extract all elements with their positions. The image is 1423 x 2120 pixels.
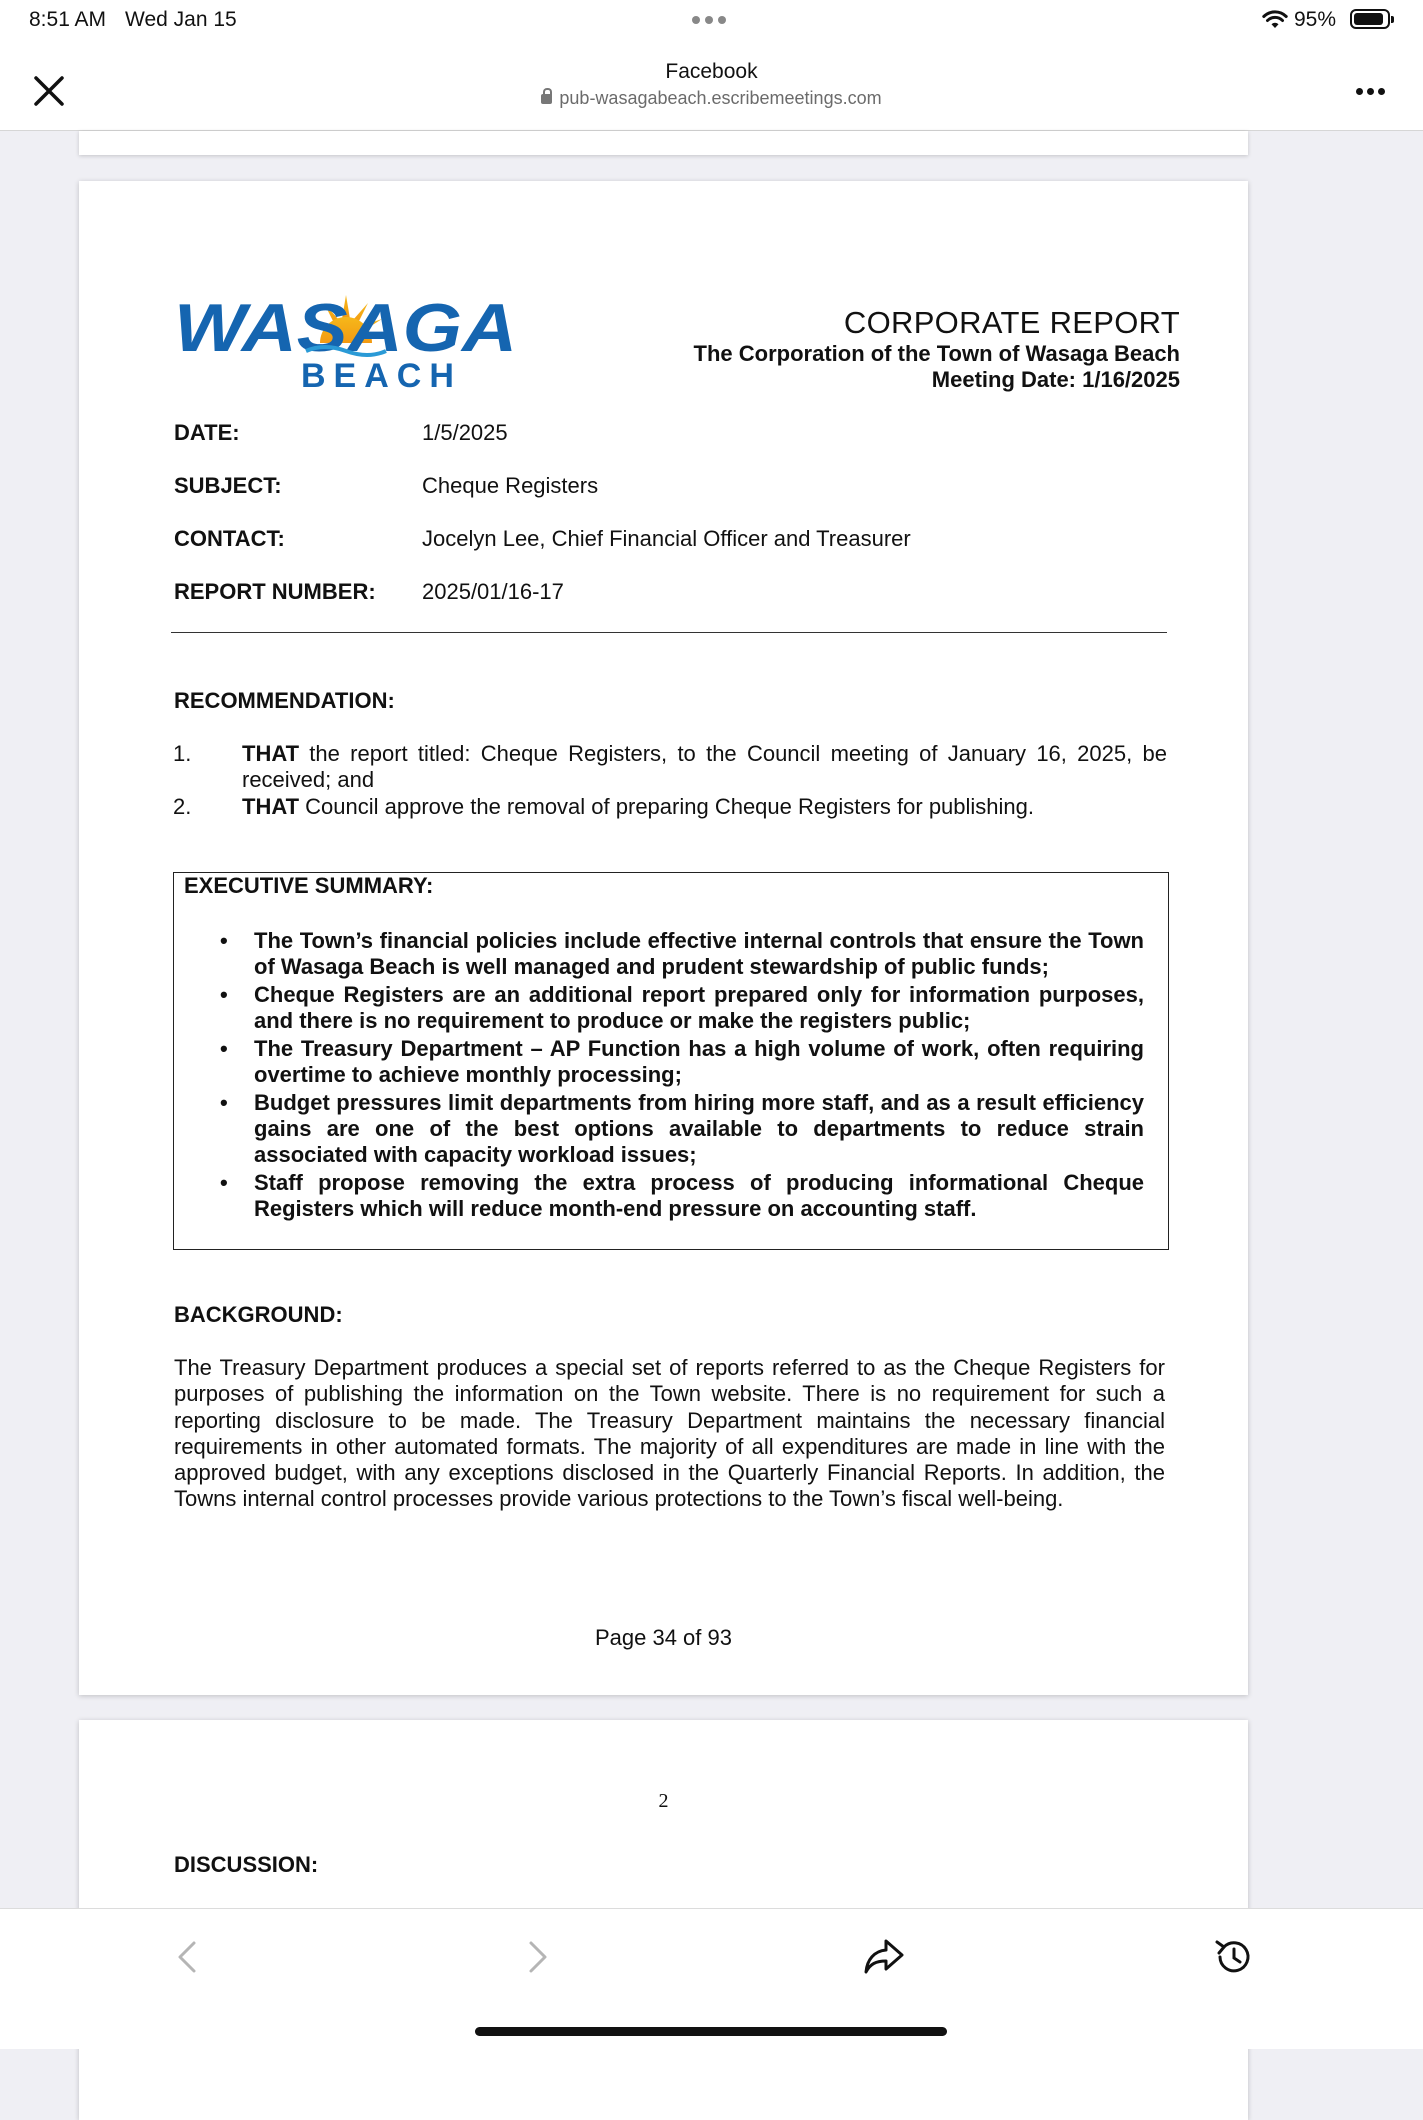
date-value: 1/5/2025 [422,420,508,445]
recommendation-heading: RECOMMENDATION: [174,688,395,713]
discussion-heading: DISCUSSION: [174,1852,319,1877]
previous-page [79,131,1248,155]
battery-icon [1350,9,1390,29]
status-date: Wed Jan 15 [125,8,237,31]
document-page [79,181,1248,1695]
multitasking-dots-icon[interactable] [692,11,732,27]
executive-summary-list [212,928,1144,1224]
report-subtitle: The Corporation of the Town of Wasaga Beach [693,341,1180,366]
forward-arrow-icon[interactable] [515,1935,559,1979]
executive-summary-heading: EXECUTIVE SUMMARY: [184,873,434,898]
recommendation-item: THAT the report titled: Cheque Registers, to the Council meeting of January 16, 2025, be received; and [242,741,1167,792]
bottom-toolbar [0,1908,1423,2049]
page-footer: Page 34 of 93 [594,1625,732,1650]
home-indicator[interactable] [475,2027,947,2036]
divider [171,632,1167,633]
recommendation-number: 1. [173,741,192,766]
report-number-value: 2025/01/16-17 [422,579,564,604]
summary-bullet: • Cheque Registers are an additional report prepared only for information purposes, and there is no requirement to produce or make the registers public; [212,982,1144,1034]
wasaga-beach-logo [174,281,519,391]
logo-text-wasaga: WASAGA [174,290,517,366]
back-arrow-icon[interactable] [166,1935,210,1979]
report-number-label: REPORT NUMBER: [174,579,376,604]
executive-summary-box [173,872,1169,1250]
summary-bullet: • The Treasury Department – AP Function has a high volume of work, often requiring overtime to achieve monthly processing; [212,1036,1144,1088]
report-title: CORPORATE REPORT [843,305,1180,340]
summary-bullet: • The Town’s financial policies include effective internal controls that ensure the Town of Wasaga Beach is well managed and prudent stewardship of public funds; [212,928,1144,980]
logo-text-beach: BEACH [301,357,462,391]
summary-bullet: • Staff propose removing the extra process of producing informational Cheque Registers which will reduce month-end pressure on accounting staff. [212,1170,1144,1222]
date-label: DATE: [174,420,240,445]
summary-bullet: • Budget pressures limit departments from hiring more staff, and as a result efficiency gains are one of the best options available to departments to reduce strain associated with capacity workload issues; [212,1090,1144,1168]
next-page-number: 2 [658,1790,669,1812]
background-heading: BACKGROUND: [174,1302,343,1327]
history-icon[interactable] [1211,1935,1255,1979]
browser-nav-bar [0,42,1423,131]
recommendation-item: THAT Council approve the removal of preparing Cheque Registers for publishing. [242,794,1035,819]
contact-value: Jocelyn Lee, Chief Financial Officer and Treasurer [422,526,911,551]
subject-value: Cheque Registers [422,473,599,498]
lock-icon [541,94,552,104]
more-options-icon[interactable] [1356,82,1392,94]
background-paragraph: The Treasury Department produces a special set of reports referred to as the Cheque Registers for purposes of publishing the information on the Town website. There is no requirement for such a reporting disclosure to be made. The Treasury Department maintains the necessary financial requirements in other automated formats. The majority of all expenditures are made in line with the approved budget, with any exceptions disclosed in the Quarterly Financial Reports. In addition, the Towns internal control processes provide various protections to the Town’s fiscal well-being. [174,1355,1165,1512]
meeting-date: Meeting Date: 1/16/2025 [931,367,1180,392]
browser-url[interactable] [0,88,1423,109]
subject-label: SUBJECT: [174,473,282,498]
battery-percentage: 95% [1294,8,1337,31]
url-text: pub-wasagabeach.escribemeetings.com [559,88,882,108]
wifi-icon [1262,10,1288,30]
share-arrow-icon[interactable] [862,1935,906,1979]
browser-title: Facebook [665,60,758,83]
contact-label: CONTACT: [174,526,285,551]
recommendation-number: 2. [173,794,192,819]
status-bar [0,0,1423,42]
status-time: 8:51 AM [29,8,107,31]
